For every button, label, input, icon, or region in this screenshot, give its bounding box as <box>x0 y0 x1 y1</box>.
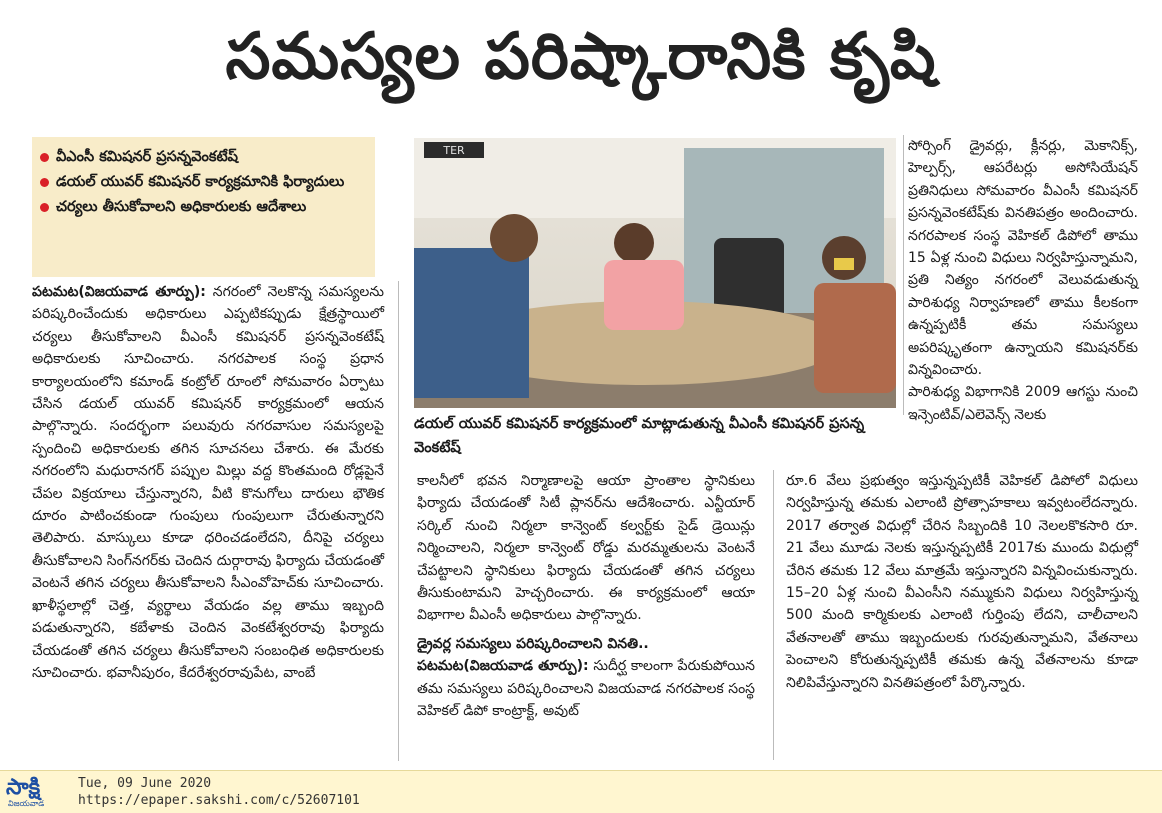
column-divider <box>903 135 904 415</box>
photo-caption: డయల్ యువర్ కమిషనర్ కార్యక్రమంలో మాట్లాడుతున్న వీఎంసీ కమిషనర్ ప్రసన్న వెంకటేష్ <box>414 416 865 456</box>
headline: సమస్యల పరిష్కారానికి కృషి <box>225 19 937 94</box>
highlight-item: చర్యలు తీసుకోవాలని అధికారులకు ఆదేశాలు <box>40 195 375 220</box>
footer-url[interactable]: https://epaper.sakshi.com/c/52607101 <box>78 793 360 808</box>
column-divider <box>398 281 399 761</box>
meeting-photo-illustration <box>414 138 896 408</box>
logo-subtitle: విజయవాడ <box>8 799 45 808</box>
news-photo <box>414 138 896 408</box>
bullet-icon <box>40 153 49 162</box>
article2-body-end: రూ.6 వేలు ప్రభుత్వం ఇస్తున్నప్పటికీ వెహికల్ డిపోలో విధులు నిర్వహిస్తున్న తమకు ఎలాంటి ప్రోత్సాహకాలు ఇవ్వటంలేదన్నారు. 2017 తర్వాత విధుల్లో చేరిన సిబ్బందికి 10 నెలలకొకసారి రూ. 21 వేలు మూడు నెలకు ఇస్తున్నప్పటికీ 2017కు ముందు విధుల్లో చేరిన తమకు 12 వేలు మాత్రమే ఇస్తున్నారని విన్నవించుకున్నారు. 15–20 ఏళ్ల నుంచి వీఎంసీని నమ్ముకుని విధులు నిర్వహిస్తున్న 500 మంది కార్మికులకు ఎలాంటి గుర్తింపు లేదని, చాలీచాలని వేతనాలతో తాము ఇబ్బందులకు గురవుతున్నామని, వేతనాలు పెంచాలని కోరుతున్నప్పటికీ తమకు ఉన్న వేతనాలను కూడా నిలిపివేస్తున్నారని వినతిపత్రంలో పేర్కొన్నారు. <box>786 473 1138 691</box>
highlight-item: డయల్ యువర్ కమిషనర్ కార్యక్రమానికి ఫిర్యాదులు <box>40 170 375 195</box>
highlights-box <box>32 137 375 277</box>
column-divider <box>773 470 774 760</box>
article1-dateline: పటమట(విజయవాడ తూర్పు): <box>32 284 206 300</box>
article1-body: నగరంలో నెలకొన్న సమస్యలను పరిష్కరించేందుకు అధికారులు ఎప్పటికప్పుడు క్షేత్రస్థాయిలో చర్యలు తీసుకోవాలని వీఎంసీ కమిషనర్ ప్రసన్నవెంకటేష్ అధికారులకు సూచించారు. నగరపాలక సంస్థ ప్రధాన కార్యాలయంలోని కమాండ్ కంట్రోల్ రూంలో సోమవారం ఏర్పాటు చేసిన డయల్ యువర్ కమిషనర్ కార్యక్రమంలో ఆయన పాల్గొన్నారు. సందర్భంగా పలువురు నగరవాసుల సమస్యలపై స్పందించి అధికారులకు తగిన సూచనలు చేశారు. ఈ మేరకు నగరంలోని మధురానగర్ పప్పుల మిల్లు వద్ద కొంతమంది రోడ్లపైనే చేపల విక్రయాలు చేస్తున్నారని, వీటి కొనుగోలు దారులు భౌతిక దూరం పాటించకుండా గుంపులు గుంపులుగా చేరుతున్నారని తెలిపారు. మాస్కులు కూడా ధరించడంలేదని, దీనిపై చర్యలు తీసుకోవాలని సింగ్‌నగర్‌కు చెందిన దుర్గారావు ఫిర్యాదు చేయడంతో వెంటనే తగిన చర్యలు తీసుకోవాలని సీఎంవోహెచ్‌కు సూచించారు. ఖాళీస్థలాల్లో చెత్త, వ్యర్థాలు వేయడం వల్ల తాము ఇబ్బంది పడుతున్నారని, కబేళాకు చెందిన వెంకటేశ్వరరావు ఫిర్యాదు చేయడంతో తగిన చర్యలు తీసుకోవాలని సంబంధిత అధికారులకు సూచించారు. భవానీపురం, కేదరేశ్వరరావుపేట, వాంబే <box>32 284 385 681</box>
footer-date: Tue, 09 June 2020 <box>78 776 212 791</box>
sakshi-logo: సాక్షి <box>6 775 41 800</box>
article1-column2 <box>417 470 755 722</box>
article2-body-right2: పారిశుధ్య విభాగానికి 2009 ఆగస్టు నుంచి ఇన్సెంటివ్/ఎలెవెన్స్ నెలకు <box>908 384 1138 423</box>
article1-continued: కాలనీలో భవన నిర్మాణాలపై ఆయా ప్రాంతాల స్థానికులు ఫిర్యాదు చేయడంతో సిటీ ప్లానర్‌ను ఆదేశించారు. ఎన్టీయార్ సర్కిల్ నుంచి నిర్మలా కాన్వెంట్ కల్వర్ట్‌కు సైడ్ డ్రెయిన్లు నిర్మించాలని, నిర్మలా కాన్వెంట్ రోడ్డు మరమ్మతులను వెంటనే చేపట్టాలని స్థానికులు ఫిర్యాదు చేయడంతో తగిన చర్యలు తీసుకుంటామని హెచ్చరించారు. ఈ కార్యక్రమంలో ఆయా విభాగాల వీఎంసీ అధికారులు పాల్గొన్నారు. <box>417 473 755 624</box>
article2-subhead: డ్రైవర్ల సమస్యలు పరిష్కరించాలని వినతి.. <box>417 635 649 652</box>
bullet-icon <box>40 203 49 212</box>
article2-column-right <box>908 135 1138 426</box>
highlight-item: వీఎంసీ కమిషనర్ ప్రసన్నవెంకటేష్ <box>40 145 375 170</box>
article2-body-right: సోర్సింగ్ డ్రైవర్లు, క్లీనర్లు, మెకానిక్స్, హెల్పర్స్, ఆపరేటర్లు అసోసియేషన్ ప్రతినిధులు సోమవారం వీఎంసీ కమిషనర్ ప్రసన్నవెంకటేష్‌కు వినతిపత్రం అందించారు. నగరపాలక సంస్థ వెహికల్ డిపోలో తాము 15 ఏళ్ల నుంచి విధులు నిర్వహిస్తున్నామని, ప్రతి నిత్యం నగరంలో వెలువడుతున్న పారిశుధ్య నిర్వాహణలో తాము కీలకంగా ఉన్నప్పటికీ తమ సమస్యలు అపరిష్కృతంగా ఉన్నాయని కమిషనర్‌కు విన్నవించారు. <box>908 138 1138 379</box>
wall-sign: TER <box>443 144 465 157</box>
article2-dateline: పటమట(విజయవాడ తూర్పు): <box>417 658 589 675</box>
footer <box>0 770 1162 813</box>
footer-meta <box>78 775 360 809</box>
article1-column1 <box>32 281 384 684</box>
article2-body-start: సుదీర్ఘ కాలంగా పేరుకుపోయిన తమ సమస్యలు పరిష్కరించాలని విజయవాడ నగరపాలక సంస్థ వెహికల్ డిపో కాంట్రాక్ట్, అవుట్ <box>417 658 756 720</box>
bullet-icon <box>40 178 49 187</box>
article2-column-bottom <box>786 470 1138 694</box>
